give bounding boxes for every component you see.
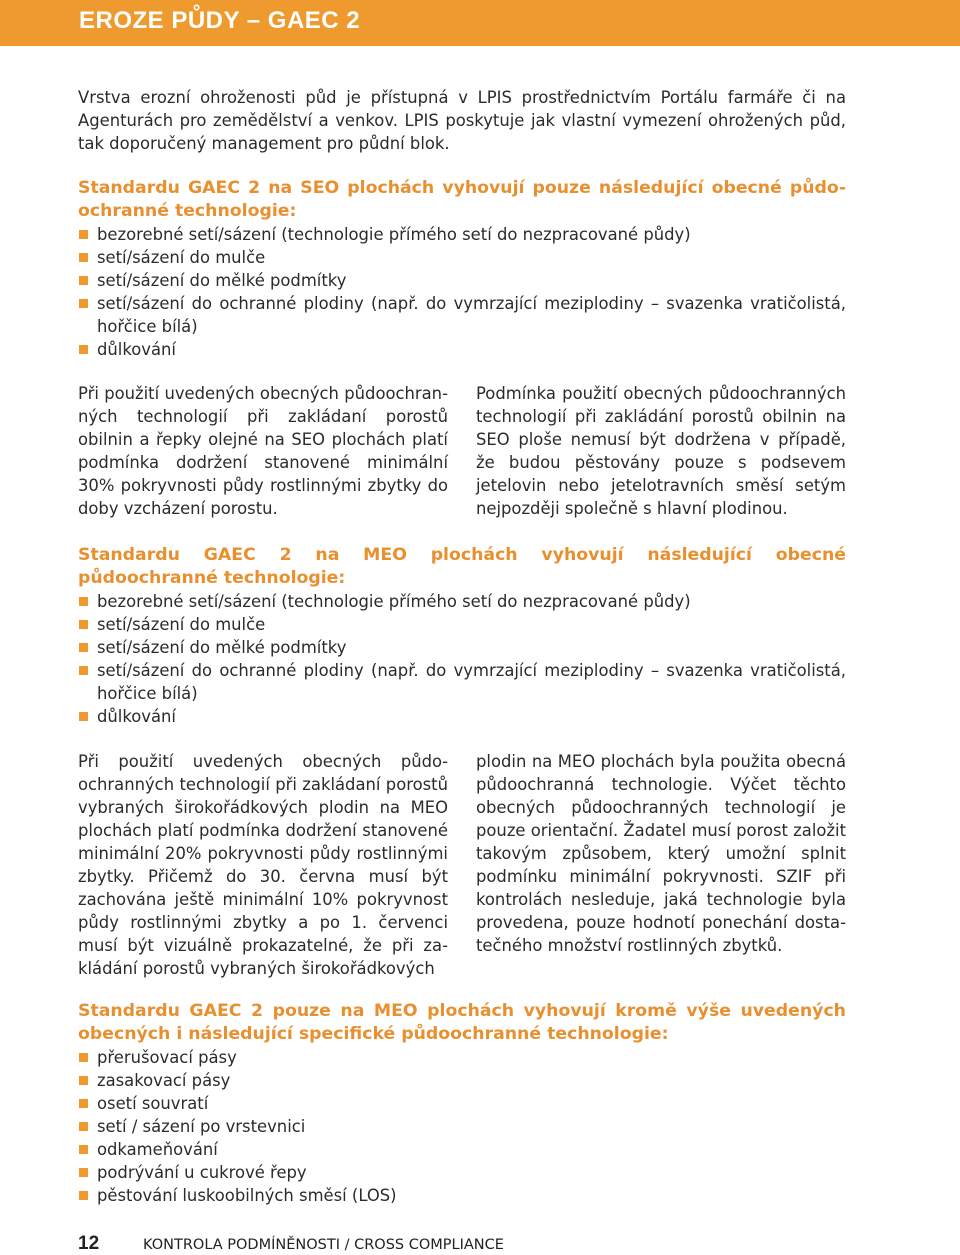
meo-specific-list [78, 1046, 846, 1207]
meo-specific-section [78, 1000, 846, 1207]
list-item: bezorebné setí/sázení (technologie přímého setí do nezpracované půdy) [78, 590, 846, 613]
square-bullet-icon [79, 253, 88, 262]
square-bullet-icon [79, 620, 88, 629]
list-item: odkameňování [78, 1138, 846, 1161]
square-bullet-icon [79, 1099, 88, 1108]
seo-list [78, 223, 846, 361]
meo-column-right: plodin na MEO plochách byla použita obecná půdoochranná technologie. Výčet těchto obecných půdoochranných technologií je pouze orientační. Žadatel musí porost založit takovým způsobem, který umožní splnit podmínku minimální pokryvnosti. SZIF při kontrolách nesleduje, jaká technologie byla provedena, pouze hodnotí ponechání dostatečného množství rostlinných zbytků. [476, 752, 846, 955]
list-item: osetí souvratí [78, 1092, 846, 1115]
square-bullet-icon [79, 1076, 88, 1085]
list-item: důlkování [78, 705, 846, 728]
square-bullet-icon [79, 230, 88, 239]
list-item: bezorebné setí/sázení (technologie přímého setí do nezpracované půdy) [78, 223, 846, 246]
footer-title: KONTROLA PODMÍNĚNOSTI / CROSS COMPLIANCE [143, 1237, 504, 1253]
meo-list [78, 590, 846, 728]
square-bullet-icon [79, 1145, 88, 1154]
list-item: setí/sázení do mělké podmítky [78, 269, 846, 292]
list-item: setí / sázení po vrstevnici [78, 1115, 846, 1138]
intro-paragraph: Vrstva erozní ohroženosti půd je přístupná v LPIS prostřednictvím Portálu farmáře či na Agenturách pro zemědělství a venkov. LPIS poskytuje jak vlastní vymezení ohrožených půd, tak doporučený management pro půdní blok. [78, 88, 846, 153]
square-bullet-icon [79, 1053, 88, 1062]
square-bullet-icon [79, 345, 88, 354]
meo-specific-heading: Standardu GAEC 2 pouze na MEO plochách vyhovují kromě výše uvedených obecných i následující specifické půdoochranné technologie: [78, 1001, 846, 1044]
list-item: setí/sázení do mulče [78, 613, 846, 636]
meo-heading: Standardu GAEC 2 na MEO plochách vyhovují následující obecné půdoochranné technologie: [78, 545, 846, 588]
list-item: zasakovací pásy [78, 1069, 846, 1092]
seo-columns [78, 382, 846, 520]
meo-column-left: Při použití uvedených obecných půdoochranných technologií při zakládaní porostů vybraných širokořádkových plodin na MEO plochách platí podmínka dodržení stanovené minimální 20% pokryvnosti půdy rostlinnými zbytky. Přičemž do 30. června musí být zachována ještě minimální 10% pokryvnost půdy rostlinnými zbytky a po 1. červenci musí být vizuálně prokazatelné, že při zakládání porostů vybraných širokořádkových [78, 752, 448, 978]
list-item: důlkování [78, 338, 846, 361]
square-bullet-icon [79, 276, 88, 285]
square-bullet-icon [79, 643, 88, 652]
seo-heading: Standardu GAEC 2 na SEO plochách vyhovují pouze následující obecné půdoochranné technologie: [78, 178, 846, 221]
list-item: podrývání u cukrové řepy [78, 1161, 846, 1184]
meo-columns [78, 750, 846, 980]
square-bullet-icon [79, 1122, 88, 1131]
square-bullet-icon [79, 597, 88, 606]
square-bullet-icon [79, 1168, 88, 1177]
square-bullet-icon [79, 299, 88, 308]
seo-column-left: Při použití uvedených obecných půdoochranných technologií při zakládaní porostů obilnin a řepky olejné na SEO plochách platí podmínka dodržení stanovené minimální 30% pokryvnosti půdy rostlinnými zbytky do doby vzcházení porostu. [78, 384, 448, 518]
list-item: přerušovací pásy [78, 1046, 846, 1069]
page-title: EROZE PŮDY – GAEC 2 [79, 7, 361, 34]
square-bullet-icon [79, 666, 88, 675]
list-item: pěstování luskoobilných směsí (LOS) [78, 1184, 846, 1207]
square-bullet-icon [79, 1191, 88, 1200]
page-number: 12 [78, 1233, 100, 1254]
square-bullet-icon [79, 712, 88, 721]
seo-column-right: Podmínka použití obecných půdoochranných technologií při zakládání porostů obilnin na SEO ploše nemusí být dodržena v případě, že budou pěstovány pouze s podsevem jetelovin nebo jetelotravních směsí setým nejpozději společně s hlavní plodinou. [476, 384, 846, 518]
meo-section [78, 544, 846, 728]
seo-section [78, 177, 846, 361]
list-item: setí/sázení do ochranné plodiny (např. do vymrzající meziplodiny – svazenka vratičolistá, hořčice bílá) [78, 659, 846, 705]
list-item: setí/sázení do mulče [78, 246, 846, 269]
list-item: setí/sázení do mělké podmítky [78, 636, 846, 659]
list-item: setí/sázení do ochranné plodiny (např. do vymrzající meziplodiny – svazenka vratičolistá, hořčice bílá) [78, 292, 846, 338]
